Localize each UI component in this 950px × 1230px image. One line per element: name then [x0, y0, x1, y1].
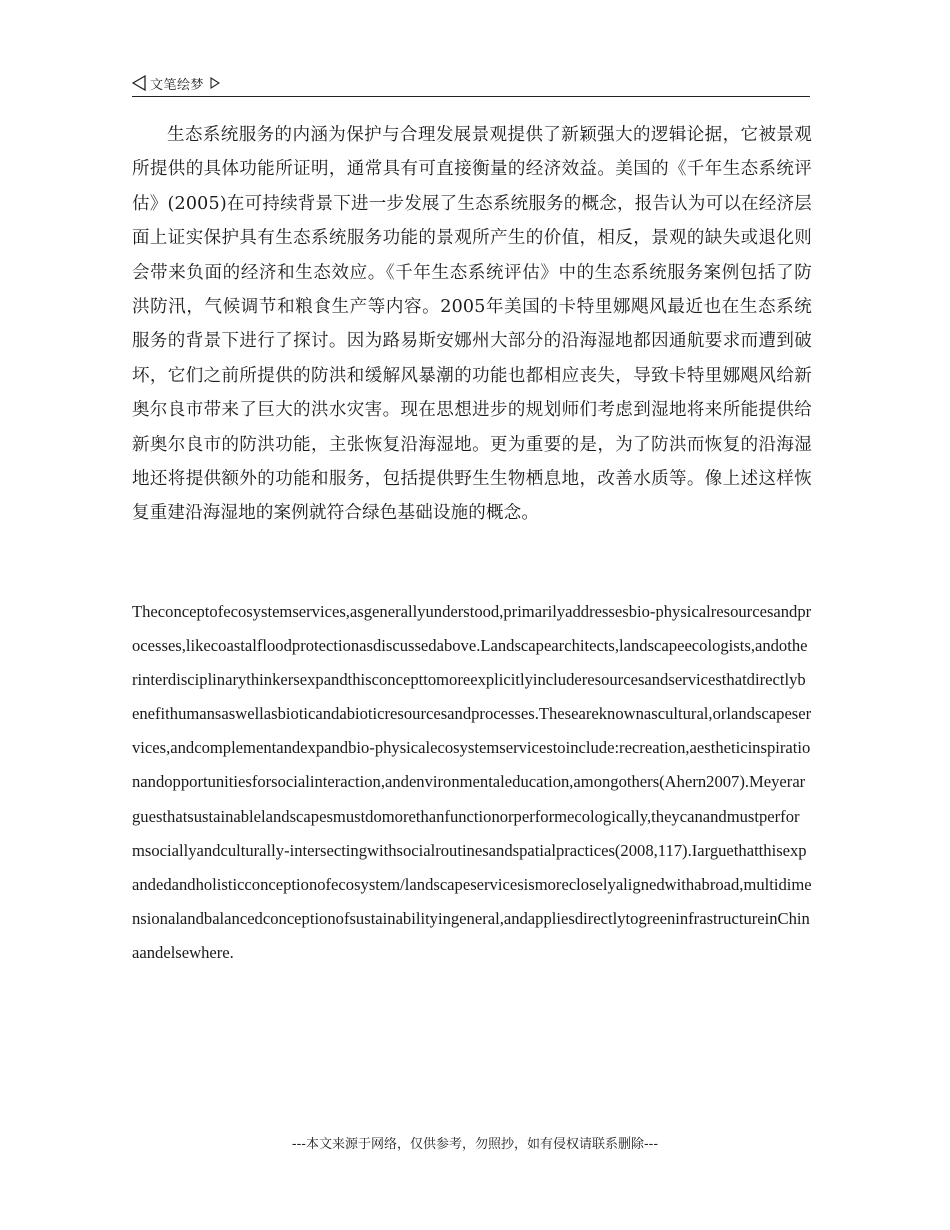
- page-header: [132, 70, 810, 97]
- header-brand: 文笔绘梦: [150, 77, 205, 93]
- english-paragraph: Theconceptofecosystemservices,asgenerallyunderstood,primarilyaddressesbio-physicalresourcesandprocesses,likecoastalfloodprotectionasdiscussedabove.Landscapearchitects,landscapeecologists,andotherinterdisciplinarythinkersexpandthisconcepttomoreexplicitlyincluderesourcesandservicesthatdirectlybenefithumansaswellasbioticandabioticresourcesandprocesses.Theseareknownascultural,orlandscapeservices,andcomplementandexpandbio-physicalecosystemservicestoinclude:recreation,aestheticinspirationandopportunitiesforsocialinteraction,andenvironmentaleducation,amongothers(Ahern2007).Meyerarguesthatsustainablelandscapesmustdomorethanfunctionorperformecologically,theycanandmustperformsociallyandculturally-intersectingwithsocialroutinesandspatialpractices(2008,117).Iarguethatthisexpandedandholisticconceptionofecosystem/landscapeservicesismorecloselyalignedwithabroad,multidimensionalandbalancedconceptionofsustainabilityingeneral,andappliesdirectlytogreeninfrastructureinChinaandelsewhere.: [132, 602, 812, 962]
- footer-notice: ---本文来源于网络，仅供参考，勿照抄，如有侵权请联系删除---: [291, 1137, 659, 1152]
- triangle-left-outline-icon: [132, 75, 146, 91]
- triangle-right-outline-icon: [210, 74, 220, 86]
- chinese-paragraph: 生态系统服务的内涵为保护与合理发展景观提供了新颖强大的逻辑论据，它被景观所提供的具体功能所证明，通常具有可直接衡量的经济效益。美国的《千年生态系统评估》(2005)在可持续背景下进一步发展了生态系统服务的概念，报告认为可以在经济层面上证实保护具有生态系统服务功能的景观所产生的价值，相反，景观的缺失或退化则会带来负面的经济和生态效应。《千年生态系统评估》中的生态系统服务案例包括了防洪防汛，气候调节和粮食生产等内容。2005年美国的卡特里娜飓风最近也在生态系统服务的背景下进行了探讨。因为路易斯安娜州大部分的沿海湿地都因通航要求而遭到破坏，它们之前所提供的防洪和缓解风暴潮的功能也都相应丧失，导致卡特里娜飓风给新奥尔良市带来了巨大的洪水灾害。现在思想进步的规划师们考虑到湿地将来所能提供给新奥尔良市的防洪功能，主张恢复沿海湿地。更为重要的是，为了防洪而恢复的沿海湿地还将提供额外的功能和服务，包括提供野生生物栖息地，改善水质等。像上述这样恢复重建沿海湿地的案例就符合绿色基础设施的概念。: [132, 125, 812, 524]
